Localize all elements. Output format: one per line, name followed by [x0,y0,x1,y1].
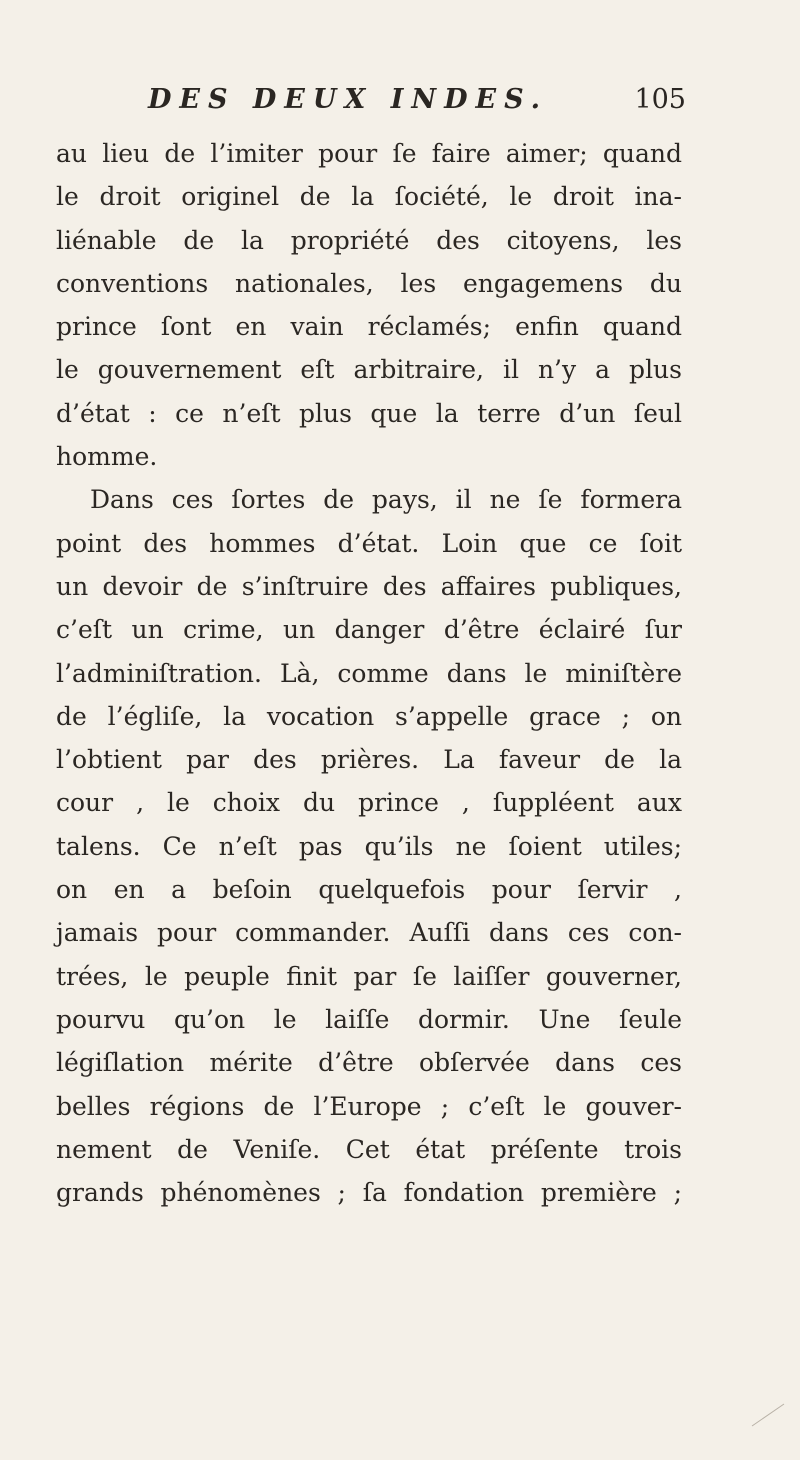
text-line: un devoir de s’inſtruire des affaires publiques, [56,571,682,601]
text-line: Dans ces ſortes de pays, il ne ſe formera [90,485,682,515]
page-number: 105 [634,84,686,115]
text-line: l’adminiſtration. Là, comme dans le miniſtère [56,658,682,688]
text-line: point des hommes d’état. Loin que ce ſoit [56,528,682,558]
text-line: pourvu qu’on le laiſſe dormir. Une ſeule [56,1004,682,1034]
text-line: légiſlation mérite d’être obſervée dans ces [56,1048,682,1078]
text-line: de l’égliſe, la vocation s’appelle grace ; on [56,701,682,731]
text-line: nement de Veniſe. Cet état préſente trois [56,1134,682,1164]
text-line: on en a beſoin quelquefois pour ſervir , [56,875,682,905]
text-line: le droit originel de la ſociété, le droit ina- [56,182,682,212]
text-line: cour , le choix du prince , ſuppléent aux [56,788,682,818]
pencil-mark [748,1400,788,1430]
running-head [148,84,686,124]
text-line: talens. Ce n’eſt pas qu’ils ne ſoient utiles; [56,831,682,861]
text-line: l’obtient par des prières. La faveur de la [56,745,682,775]
text-line: au lieu de l’imiter pour ſe faire aimer; quand [56,139,682,168]
text-line: d’état : ce n’eſt plus que la terre d’un ſeul [56,398,682,428]
text-line: c’eſt un crime, un danger d’être éclairé ſur [56,615,682,645]
text-line: grands phénomènes ; ſa fondation première ; [56,1178,682,1208]
text-line: conventions nationales, les engagemens du [56,268,682,298]
text-line: prince ſont en vain réclamés; enfin quand [56,312,682,342]
running-title: DES DEUX INDES. [148,84,549,115]
text-line: jamais pour commander. Auſſi dans ces con- [56,918,682,948]
text-line: trées, le peuple finit par ſe laiſſer gouverner, [56,961,682,991]
text-line: homme. [56,442,158,472]
text-line: belles régions de l’Europe ; c’eſt le gouver- [56,1091,682,1121]
text-line: le gouvernement eſt arbitraire, il n’y a plus [56,355,682,385]
text-line: liénable de la propriété des citoyens, les [56,225,682,255]
body-text [56,132,682,1214]
